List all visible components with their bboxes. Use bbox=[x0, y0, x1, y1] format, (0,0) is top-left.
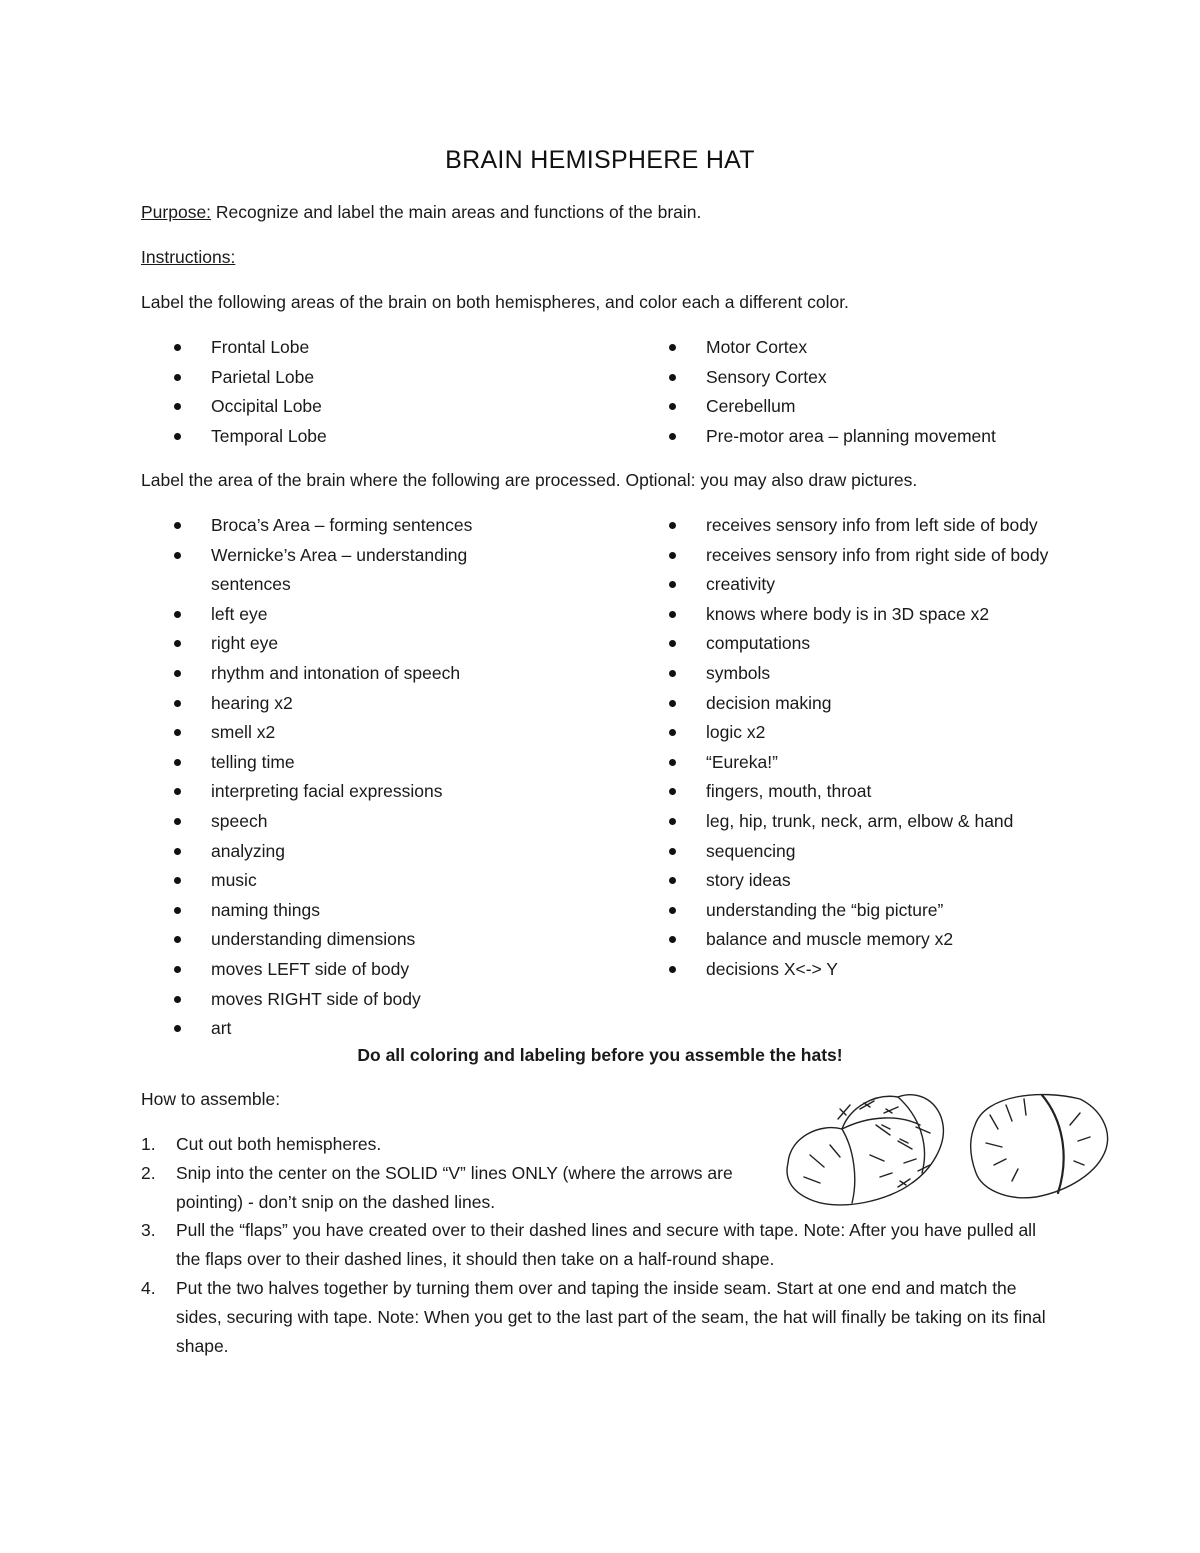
function-item-fingers-mouth-throat bbox=[669, 777, 1064, 807]
function-item-naming-things bbox=[174, 896, 519, 926]
function-item-label: knows where body is in 3D space x2 bbox=[706, 603, 990, 624]
function-item-balance-and-muscle-memory-x2 bbox=[669, 925, 1064, 955]
bullet-icon bbox=[174, 907, 181, 914]
bullet-icon bbox=[174, 374, 181, 381]
bullet-icon bbox=[669, 611, 676, 618]
bullet-icon bbox=[174, 818, 181, 825]
bullet-icon bbox=[669, 759, 676, 766]
bullet-icon bbox=[669, 907, 676, 914]
assemble-label: How to assemble: bbox=[141, 1089, 281, 1109]
function-item-label: hearing x2 bbox=[211, 692, 293, 713]
function-item-label: art bbox=[211, 1018, 232, 1039]
function-item-label: music bbox=[211, 870, 257, 891]
function-item-logic-x2 bbox=[669, 718, 1064, 748]
function-item-music bbox=[174, 866, 519, 896]
bullet-icon bbox=[669, 640, 676, 647]
function-item-label: balance and muscle memory x2 bbox=[706, 929, 954, 950]
function-item-creativity bbox=[669, 570, 1064, 600]
bullet-icon bbox=[174, 788, 181, 795]
function-item-label: Wernicke’s Area – understanding sentences bbox=[211, 544, 468, 595]
step-number: 1. bbox=[141, 1134, 156, 1154]
step-text: Pull the “flaps” you have created over to their dashed lines and secure with tape. Note: After you have pulled all the flaps over to their dashed lines, it should then take on a half-round shape. bbox=[176, 1220, 1036, 1270]
function-item-knows-where-body-is-in-3d-space-x2 bbox=[669, 600, 1064, 630]
function-item-wernicke-s-area-understanding-sentences bbox=[174, 541, 519, 600]
bullet-icon bbox=[174, 877, 181, 884]
bullet-icon bbox=[174, 996, 181, 1003]
bullet-icon bbox=[174, 433, 181, 440]
function-item-label: speech bbox=[211, 810, 268, 831]
bullet-icon bbox=[174, 344, 181, 351]
bullet-icon bbox=[174, 552, 181, 559]
bullet-icon bbox=[174, 670, 181, 677]
bullet-icon bbox=[669, 729, 676, 736]
bullet-icon bbox=[174, 966, 181, 973]
function-item-label: receives sensory info from left side of body bbox=[706, 515, 1038, 535]
bullet-icon bbox=[669, 433, 676, 440]
function-item-label: receives sensory info from right side of body bbox=[706, 544, 1049, 565]
function-item-label: computations bbox=[706, 633, 811, 654]
bullet-icon bbox=[669, 552, 676, 559]
function-item-decision-making bbox=[669, 689, 1064, 719]
function-item-label: decision making bbox=[706, 692, 832, 713]
function-item-label: left eye bbox=[211, 603, 268, 624]
function-item-eureka bbox=[669, 748, 1064, 778]
bullet-icon bbox=[174, 611, 181, 618]
areas-right-list bbox=[669, 333, 1089, 451]
instructions-label: Instructions: bbox=[141, 247, 236, 267]
areas-intro: Label the following areas of the brain on both hemispheres, and color each a different color. bbox=[141, 292, 849, 312]
bullet-icon bbox=[669, 522, 676, 529]
function-item-label: interpreting facial expressions bbox=[211, 781, 443, 802]
area-item-motor-cortex bbox=[669, 333, 1089, 363]
function-item-receives-sensory-info-from-right-side-of bbox=[669, 541, 1064, 571]
step-text: Cut out both hemispheres. bbox=[176, 1134, 382, 1154]
area-item-parietal-lobe bbox=[174, 363, 634, 393]
bullet-icon bbox=[669, 581, 676, 588]
assembly-step bbox=[141, 1159, 736, 1217]
area-item-label: Sensory Cortex bbox=[706, 366, 827, 387]
function-item-telling-time bbox=[174, 748, 519, 778]
area-item-label: Pre-motor area – planning movement bbox=[706, 425, 996, 446]
step-text: Snip into the center on the SOLID “V” lines ONLY (where the arrows are pointing) - don’t snip on the dashed lines. bbox=[176, 1162, 733, 1212]
function-item-label: rhythm and intonation of speech bbox=[211, 662, 461, 683]
bullet-icon bbox=[669, 877, 676, 884]
function-item-label: moves RIGHT side of body bbox=[211, 988, 421, 1009]
function-item-label: decisions X<-> Y bbox=[706, 958, 838, 979]
bullet-icon bbox=[174, 759, 181, 766]
hat-assembly-illustration bbox=[780, 1085, 1120, 1215]
function-item-art bbox=[174, 1014, 519, 1044]
bullet-icon bbox=[669, 670, 676, 677]
function-item-label: fingers, mouth, throat bbox=[706, 781, 872, 802]
bullet-icon bbox=[174, 936, 181, 943]
step-number: 3. bbox=[141, 1220, 156, 1241]
functions-left-list bbox=[174, 511, 519, 1044]
function-item-broca-s-area-forming-sentences bbox=[174, 511, 519, 541]
function-item-leg-hip-trunk-neck-arm-elbow-hand bbox=[669, 807, 1064, 837]
areas-left-list bbox=[174, 333, 634, 451]
function-item-moves-left-side-of-body bbox=[174, 955, 519, 985]
functions-intro: Label the area of the brain where the following are processed. Optional: you may also draw pictures. bbox=[141, 470, 918, 490]
function-item-label: smell x2 bbox=[211, 722, 276, 743]
function-item-understanding-dimensions bbox=[174, 925, 519, 955]
bullet-icon bbox=[174, 848, 181, 855]
function-item-right-eye bbox=[174, 629, 519, 659]
bullet-icon bbox=[174, 700, 181, 707]
bullet-icon bbox=[174, 640, 181, 647]
functions-right-list bbox=[669, 511, 1064, 985]
area-item-occipital-lobe bbox=[174, 392, 634, 422]
page-title: BRAIN HEMISPHERE HAT bbox=[445, 146, 755, 174]
function-item-label: logic x2 bbox=[706, 722, 766, 743]
function-item-label: analyzing bbox=[211, 840, 285, 861]
area-item-label: Temporal Lobe bbox=[211, 425, 327, 446]
bullet-icon bbox=[174, 729, 181, 736]
bullet-icon bbox=[669, 966, 676, 973]
area-item-cerebellum bbox=[669, 392, 1089, 422]
area-item-temporal-lobe bbox=[174, 422, 634, 452]
area-item-sensory-cortex bbox=[669, 363, 1089, 393]
purpose-label: Purpose: bbox=[141, 202, 212, 222]
function-item-label: Broca’s Area – forming sentences bbox=[211, 515, 473, 535]
area-item-pre-motor-area-planning-movement bbox=[669, 422, 1089, 452]
area-item-label: Parietal Lobe bbox=[211, 366, 315, 387]
function-item-story-ideas bbox=[669, 866, 1064, 896]
area-item-label: Occipital Lobe bbox=[211, 396, 322, 417]
purpose-line bbox=[141, 202, 701, 223]
function-item-label: understanding the “big picture” bbox=[706, 899, 944, 920]
function-item-speech bbox=[174, 807, 519, 837]
function-item-decisions-x-y bbox=[669, 955, 1064, 985]
function-item-rhythm-and-intonation-of-speech bbox=[174, 659, 519, 689]
function-item-label: naming things bbox=[211, 899, 320, 920]
bullet-icon bbox=[669, 403, 676, 410]
function-item-hearing-x2 bbox=[174, 689, 519, 719]
assembly-step bbox=[141, 1274, 1051, 1360]
function-item-label: sequencing bbox=[706, 840, 796, 861]
function-item-label: understanding dimensions bbox=[211, 929, 416, 950]
area-item-label: Cerebellum bbox=[706, 396, 796, 417]
function-item-understanding-the-big-picture bbox=[669, 896, 1064, 926]
function-item-smell-x2 bbox=[174, 718, 519, 748]
function-item-interpreting-facial-expressions bbox=[174, 777, 519, 807]
function-item-computations bbox=[669, 629, 1064, 659]
bullet-icon bbox=[174, 1025, 181, 1032]
bullet-icon bbox=[669, 818, 676, 825]
bullet-icon bbox=[174, 403, 181, 410]
coloring-warning: Do all coloring and labeling before you assemble the hats! bbox=[357, 1045, 843, 1065]
bullet-icon bbox=[669, 700, 676, 707]
function-item-label: moves LEFT side of body bbox=[211, 958, 410, 979]
function-item-label: “Eureka!” bbox=[706, 751, 778, 772]
function-item-symbols bbox=[669, 659, 1064, 689]
step-number: 2. bbox=[141, 1162, 156, 1183]
function-item-moves-right-side-of-body bbox=[174, 985, 519, 1015]
purpose-text: Recognize and label the main areas and functions of the brain. bbox=[211, 202, 702, 222]
area-item-label: Frontal Lobe bbox=[211, 337, 310, 357]
area-item-frontal-lobe bbox=[174, 333, 634, 363]
step-number: 4. bbox=[141, 1277, 156, 1298]
step-text: Put the two halves together by turning them over and taping the inside seam. Start at one end and match the sides, securing with tape. Note: When you get to the last part of the seam, the hat will finally be taking on its final shape. bbox=[176, 1277, 1046, 1356]
function-item-analyzing bbox=[174, 837, 519, 867]
function-item-label: creativity bbox=[706, 574, 776, 595]
function-item-label: telling time bbox=[211, 751, 295, 772]
function-item-receives-sensory-info-from-left-side-of- bbox=[669, 511, 1064, 541]
function-item-sequencing bbox=[669, 837, 1064, 867]
function-item-label: right eye bbox=[211, 633, 279, 654]
bullet-icon bbox=[669, 374, 676, 381]
function-item-left-eye bbox=[174, 600, 519, 630]
function-item-label: symbols bbox=[706, 662, 771, 683]
assembly-step bbox=[141, 1216, 1051, 1274]
area-item-label: Motor Cortex bbox=[706, 337, 808, 357]
bullet-icon bbox=[669, 344, 676, 351]
bullet-icon bbox=[669, 936, 676, 943]
function-item-label: story ideas bbox=[706, 870, 791, 891]
function-item-label: leg, hip, trunk, neck, arm, elbow & hand bbox=[706, 810, 1014, 831]
bullet-icon bbox=[669, 848, 676, 855]
bullet-icon bbox=[669, 788, 676, 795]
bullet-icon bbox=[174, 522, 181, 529]
